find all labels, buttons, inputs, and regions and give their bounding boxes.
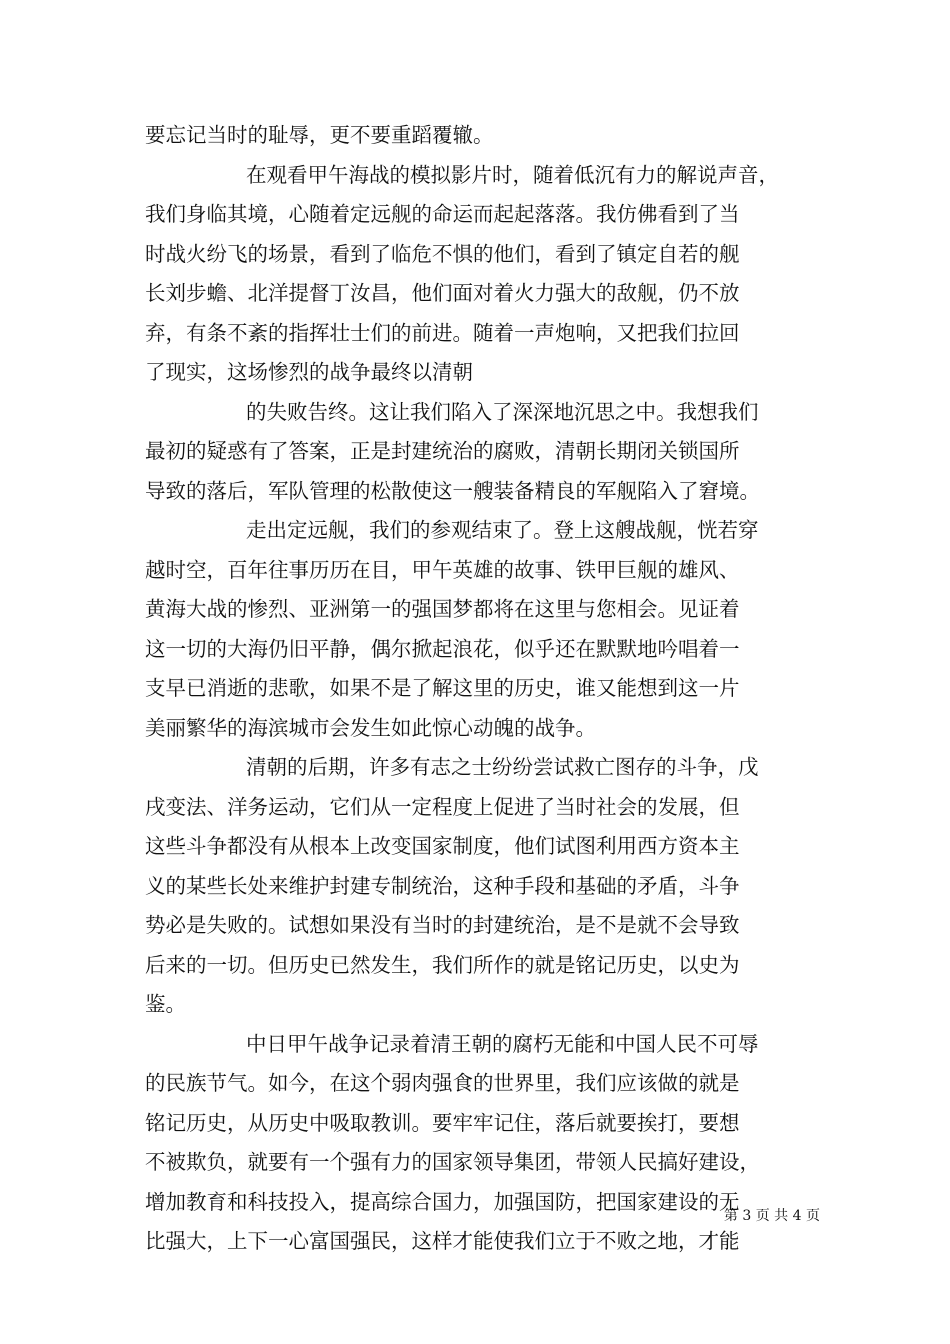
text-line: 鉴。 <box>145 992 186 1016</box>
text-line: 弃，有条不紊的指挥壮士们的前进。随着一声炮响，又把我们拉回 <box>145 320 740 345</box>
paragraph-start-line: 清朝的后期，许多有志之士纷纷尝试救亡图存的斗争，戊 <box>246 755 759 779</box>
text-line: 这些斗争都没有从根本上改变国家制度，他们试图利用西方资本主 <box>145 834 740 858</box>
text-line: 最初的疑惑有了答案，正是封建统治的腐败，清朝长期闭关锁国所 <box>145 439 740 463</box>
text-line: 了现实，这场惨烈的战争最终以清朝 <box>145 360 473 384</box>
text-line: 黄海大战的惨烈、亚洲第一的强国梦都将在这里与您相会。见证着 <box>145 597 740 621</box>
text-line: 这一切的大海仍旧平静，偶尔掀起浪花，似乎还在默默地吟唱着一 <box>145 636 740 661</box>
paragraph-start-line: 中日甲午战争记录着清王朝的腐朽无能和中国人民不可辱 <box>246 1031 759 1056</box>
text-line: 后来的一切。但历史已然发生，我们所作的就是铭记历史，以史为 <box>145 952 740 977</box>
text-line: 戌变法、洋务运动，它们从一定程度上促进了当时社会的发展，但 <box>145 794 740 819</box>
text-line: 长刘步蟾、北洋提督丁汝昌，他们面对着火力强大的敌舰，仍不放 <box>145 281 740 305</box>
text-line: 比强大，上下一心富国强民，这样才能使我们立于不败之地，才能 <box>145 1229 740 1253</box>
paragraph-start-line: 在观看甲午海战的模拟影片时，随着低沉有力的解说声音， <box>246 162 779 187</box>
text-line: 时战火纷飞的场景，看到了临危不惧的他们，看到了镇定自若的舰 <box>145 241 740 266</box>
body-text <box>145 116 825 1262</box>
text-line: 义的某些长处来维护封建专制统治，这种手段和基础的矛盾，斗争 <box>145 873 740 898</box>
text-line: 的民族节气。如今，在这个弱肉强食的世界里，我们应该做的就是 <box>145 1071 740 1095</box>
text-line: 铭记历史，从历史中吸取教训。要牢牢记住，落后就要挨打，要想 <box>145 1110 740 1135</box>
text-line: 导致的落后，军队管理的松散使这一艘装备精良的军舰陷入了窘境。 <box>145 478 760 503</box>
text-line: 势必是失败的。试想如果没有当时的封建统治，是不是就不会导致 <box>145 913 740 937</box>
paragraph-start-line: 走出定远舰，我们的参观结束了。登上这艘战舰，恍若穿 <box>246 518 759 542</box>
text-line: 我们身临其境，心随着定远舰的命运而起起落落。我仿佛看到了当 <box>145 202 740 226</box>
text-line: 越时空，百年往事历历在目，甲午英雄的故事、铁甲巨舰的雄风、 <box>145 557 740 582</box>
paragraph-start-line: 的失败告终。这让我们陷入了深深地沉思之中。我想我们 <box>246 399 759 424</box>
text-line: 增加教育和科技投入，提高综合国力，加强国防，把国家建设的无 <box>145 1189 740 1214</box>
page-number-footer: 第 3 页 共 4 页 <box>723 1208 820 1224</box>
text-line: 支早已消逝的悲歌，如果不是了解这里的历史，谁又能想到这一片 <box>145 676 740 700</box>
text-line: 要忘记当时的耻辱，更不要重蹈覆辙。 <box>145 123 494 147</box>
text-line: 美丽繁华的海滨城市会发生如此惊心动魄的战争。 <box>145 715 596 740</box>
text-line: 不被欺负，就要有一个强有力的国家领导集团，带领人民搞好建设， <box>145 1150 760 1174</box>
